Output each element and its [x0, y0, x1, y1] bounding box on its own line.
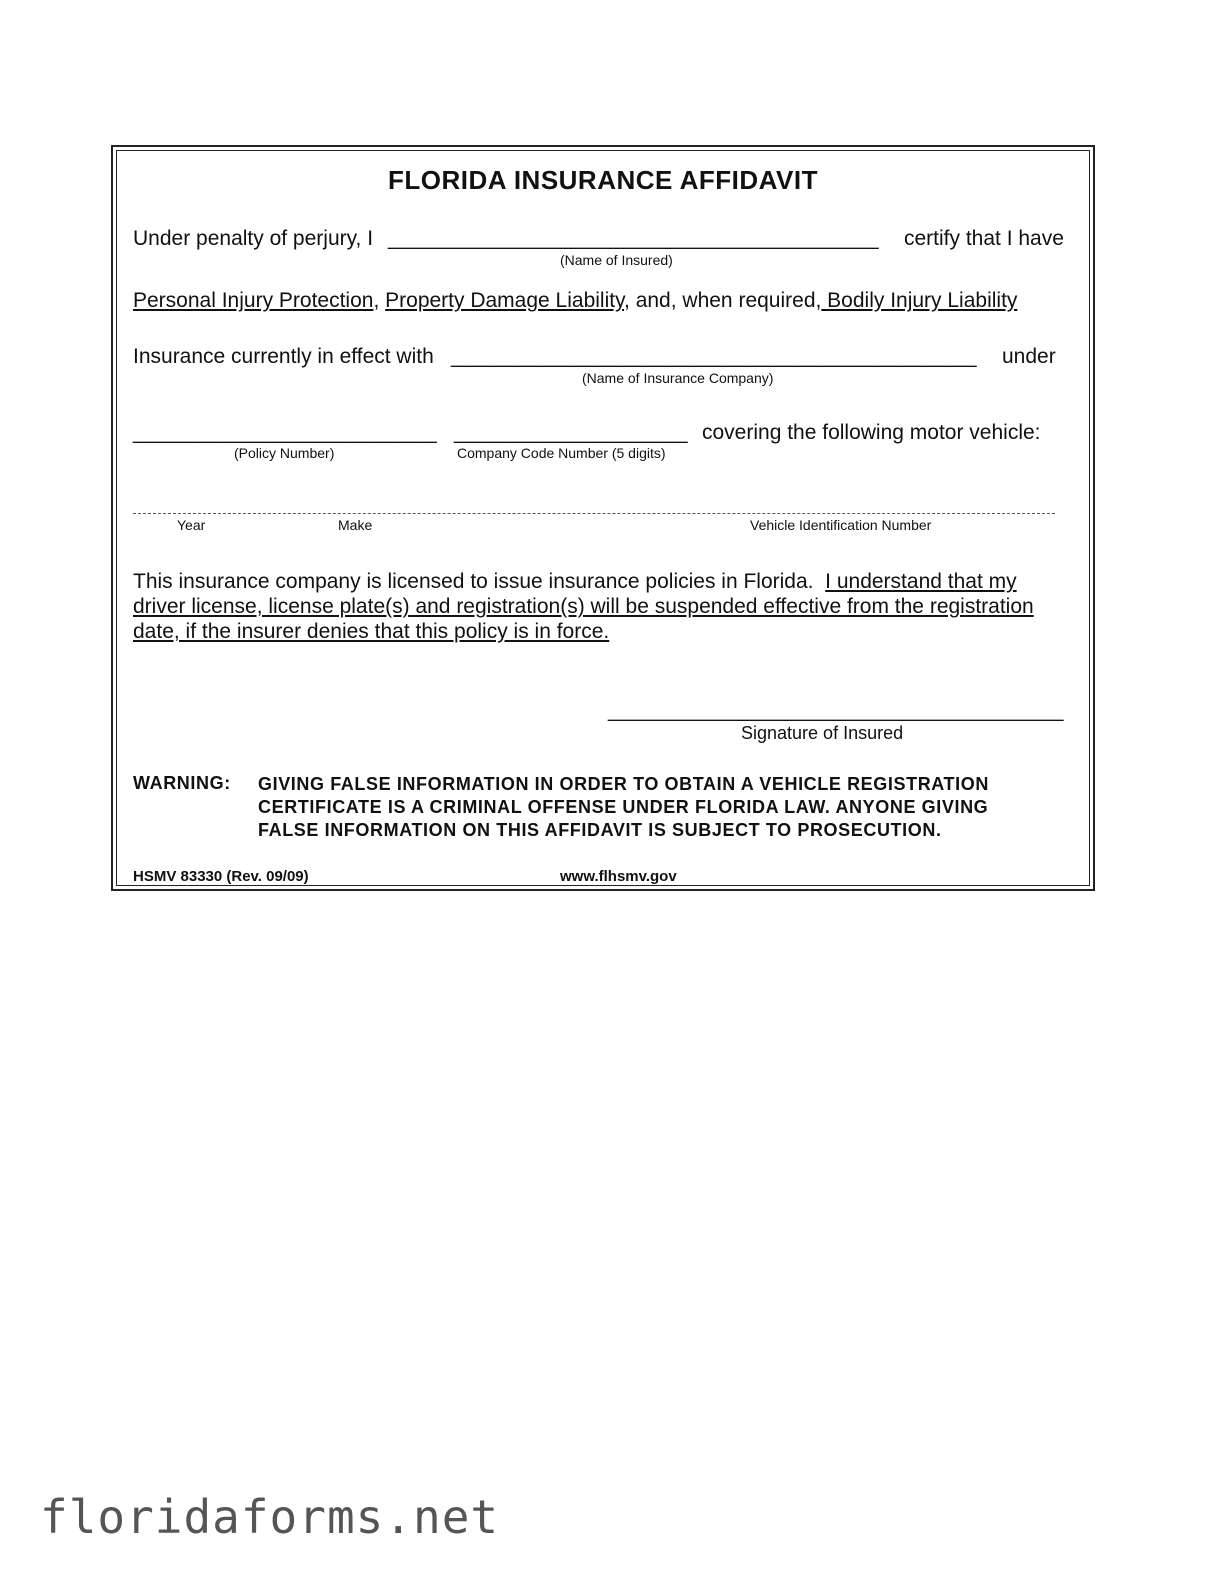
insurance-company-caption: (Name of Insurance Company) — [582, 370, 774, 386]
line1-prefix: Under penalty of perjury, I — [133, 227, 374, 250]
vehicle-info-field[interactable] — [133, 513, 1055, 514]
insured-name-caption: (Name of Insured) — [560, 252, 673, 268]
form-number: HSMV 83330 (Rev. 09/09) — [133, 868, 309, 885]
bil-label: Bodily Injury Liability — [821, 289, 1018, 312]
year-caption: Year — [177, 517, 206, 533]
website-text: www.flhsmv.gov — [560, 868, 677, 885]
company-code-caption: Company Code Number (5 digits) — [457, 445, 666, 461]
form-title: FLORIDA INSURANCE AFFIDAVIT — [388, 165, 818, 195]
when-required-text: , and, when required, — [624, 289, 822, 312]
insured-name-field[interactable]: __________________________________________ — [388, 227, 879, 250]
warning-text: GIVING FALSE INFORMATION IN ORDER TO OBTAIN A VEHICLE REGISTRATION CERTIFICATE IS A CRIMINAL OFFENSE UNDER FLORIDA LAW. ANYONE GIVING FALSE INFORMATION ON THIS AFFIDAVIT IS SUBJECT TO PROSECUTION. — [258, 774, 989, 840]
pip-label: Personal Injury Protection — [133, 289, 374, 312]
warning-label: WARNING: — [133, 773, 231, 793]
acknowledgement-paragraph — [133, 569, 1073, 644]
licensed-statement: This insurance company is licensed to issue insurance policies in Florida. — [133, 570, 826, 593]
suspension-notice: I understand that my driver license, license plate(s) and registration(s) will be suspended effective from the registration date, if the insurer denies that this policy is in force. — [133, 570, 1034, 643]
policy-number-field[interactable]: __________________________ — [133, 421, 437, 444]
line1-suffix: certify that I have — [904, 227, 1064, 250]
coverage-line — [133, 289, 1017, 313]
line3-suffix: under — [1002, 345, 1056, 368]
form-inner-border — [116, 150, 1090, 886]
watermark-text: floridaforms.net — [40, 1490, 500, 1544]
company-code-field[interactable]: ____________________ — [454, 421, 688, 444]
comma-sep: , — [373, 289, 386, 312]
insurance-company-field[interactable]: _____________________________________________ — [451, 345, 977, 368]
vin-caption: Vehicle Identification Number — [750, 517, 932, 533]
signature-caption: Signature of Insured — [741, 723, 904, 743]
line3-prefix: Insurance currently in effect with — [133, 345, 434, 368]
make-caption: Make — [338, 517, 373, 533]
line4-suffix: covering the following motor vehicle: — [702, 421, 1041, 444]
pdl-label: Property Damage Liability — [385, 289, 625, 312]
policy-number-caption: (Policy Number) — [234, 445, 335, 461]
affidavit-form — [111, 145, 1095, 891]
signature-field[interactable]: _______________________________________ — [608, 699, 1064, 722]
